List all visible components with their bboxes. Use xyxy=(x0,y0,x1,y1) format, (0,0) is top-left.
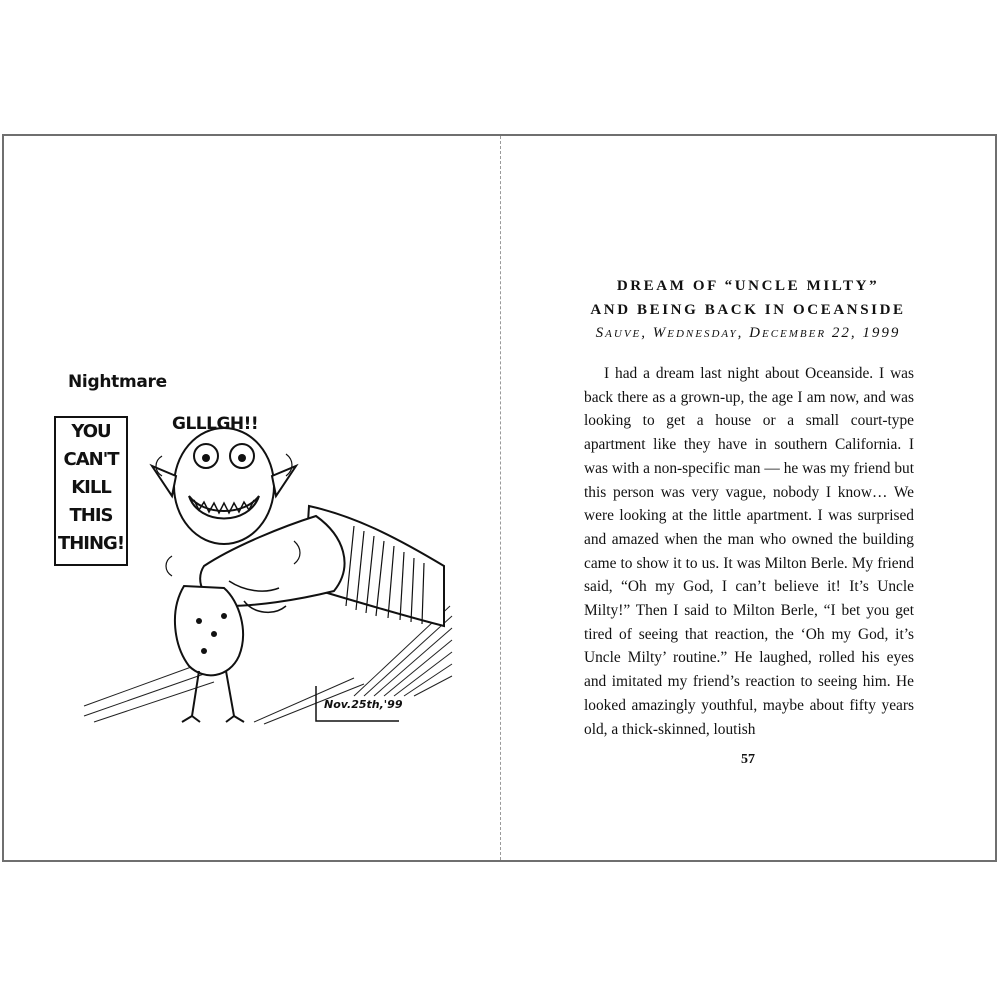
sign-line: THIS xyxy=(69,505,113,526)
left-page xyxy=(4,136,500,860)
page-number: 57 xyxy=(741,752,755,767)
creature-shout: GLLLGH!! xyxy=(172,414,259,434)
illustration xyxy=(54,366,454,726)
illustration-label: Nightmare xyxy=(68,372,167,392)
sign-line: CAN'T xyxy=(63,449,119,470)
sign-line: THING! xyxy=(57,533,125,554)
sign-line: YOU xyxy=(71,421,111,442)
article-heading xyxy=(501,274,995,344)
article-dateline: Sauve, Wednesday, December 22, 1999 xyxy=(595,325,901,341)
article-title-line: DREAM OF “UNCLE MILTY” xyxy=(616,278,880,294)
sign-line: KILL xyxy=(71,477,111,498)
book-spread xyxy=(2,134,997,862)
right-page xyxy=(501,136,995,860)
warning-sign xyxy=(54,416,128,566)
drawing-date: Nov.25th,'99 xyxy=(324,698,403,711)
article-title-line: AND BEING BACK IN OCEANSIDE xyxy=(590,302,906,318)
article-body: I had a dream last night about Oceanside. I was back there as a grown-up, the age I am now, and was looking to get a house or a small court-type apartment like they have in southern California. I was with a non-specific man — he was my friend but this person was very vague, nobody I know… We were looking at the little apartment. I was surprised and amazed when the man who owned the building came to show it to us. It was Milton Berle. My friend said, “Oh my God, I can’t believe it! It’s Uncle Milty!” Then I said to Milton Berle, “I bet you get tired of seeing that reaction, the ‘Oh my God, it’s Uncle Milty’ routine.” He laughed, rolled his eyes and imitated my friend’s reaction to seeing him. He looked amazingly youthful, maybe about fifty years old, a thick-skinned, loutish xyxy=(584,365,914,738)
